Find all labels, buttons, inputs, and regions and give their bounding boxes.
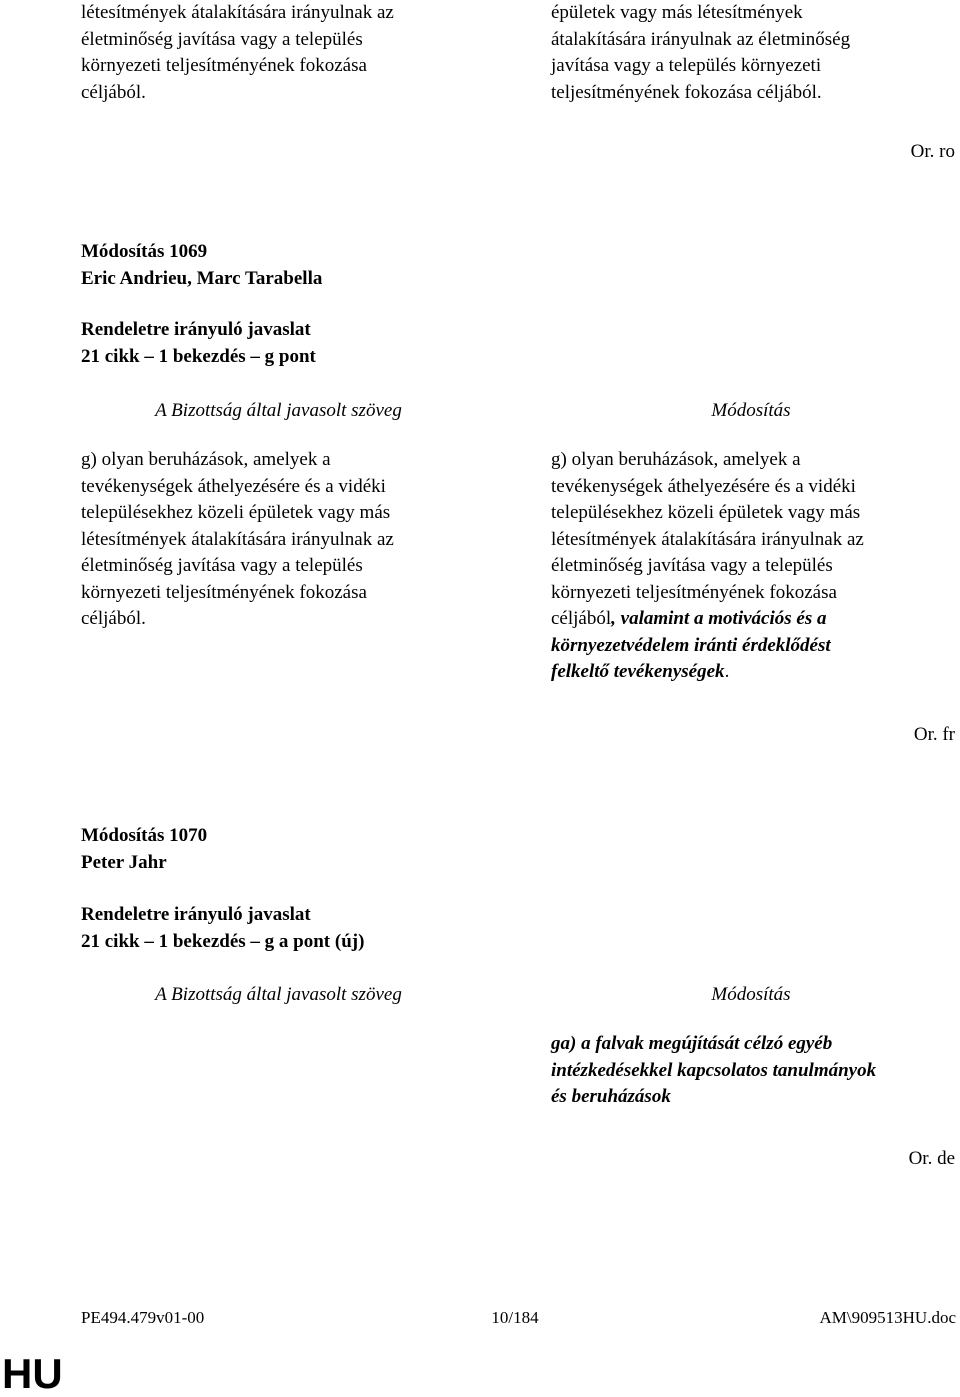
language-code: HU [2, 1350, 63, 1397]
text-line: épületek vagy más létesítmények [551, 2, 803, 23]
amendment-authors: Peter Jahr [81, 852, 167, 873]
text-line: településekhez közeli épületek vagy más [551, 502, 861, 523]
plain-text: céljából [551, 608, 612, 629]
text-line: tevékenységek áthelyezésére és a vidéki [81, 475, 386, 497]
text-line: településekhez közeli épületek vagy más [81, 502, 391, 523]
original-language-fr: Or. fr [913, 724, 955, 745]
amendment-number: Módosítás 1069 [81, 241, 208, 262]
original-language-ro: Or. ro [910, 141, 955, 162]
text-line: tevékenységek áthelyezésére és a vidéki [551, 475, 856, 497]
text-line: céljából. [81, 608, 146, 629]
text-line: céljából. [81, 81, 146, 103]
amended-text [551, 447, 951, 686]
text-line: környezeti teljesítményének fokozása [81, 581, 367, 603]
amendment-number: Módosítás 1070 [81, 825, 208, 846]
amendment-header: Módosítás [711, 400, 791, 421]
text-line: létesítmények átalakítására irányulnak az [81, 528, 394, 550]
amendment-authors: Eric Andrieu, Marc Tarabella [81, 268, 323, 289]
proposal-type: Rendeletre irányuló javaslat [81, 319, 311, 340]
text-line: g) olyan beruházások, amelyek a [81, 449, 331, 470]
text-line: létesítmények átalakítására irányulnak az [551, 528, 864, 550]
amendment-emphasis: környezetvédelem iránti érdeklődést [551, 634, 831, 656]
commission-text [81, 447, 501, 633]
text-line: életminőség javítása vagy a település [81, 28, 363, 50]
text-line: teljesítményének fokozása céljából. [551, 81, 822, 103]
text-line: javítása vagy a település környezeti [551, 55, 822, 76]
original-language-de: Or. de [908, 1148, 955, 1169]
text-line: g) olyan beruházások, amelyek a [551, 449, 801, 470]
amendment-1069-reference [81, 316, 316, 370]
amendment-emphasis: felkeltő tevékenységek [551, 661, 725, 682]
amendment-emphasis: ga) a falvak megújítását célzó egyéb [551, 1033, 833, 1054]
amendment-1070-title [81, 822, 207, 876]
text-line: környezeti teljesítményének fokozása [81, 55, 367, 76]
prev-right-text [551, 0, 951, 106]
article-reference: 21 cikk – 1 bekezdés – g a pont (új) [81, 931, 365, 952]
amendment-emphasis: és beruházások [551, 1086, 671, 1107]
text-line [551, 659, 951, 686]
footer-page-number: 10/184 [491, 1308, 539, 1327]
commission-text-header: A Bizottság által javasolt szöveg [155, 400, 402, 421]
text-line: átalakítására irányulnak az életminőség [551, 28, 851, 50]
proposal-type: Rendeletre irányuló javaslat [81, 904, 311, 925]
footer-file-name: AM\909513HU.doc [819, 1308, 956, 1327]
text-line: életminőség javítása vagy a település [81, 555, 363, 576]
text-line: környezeti teljesítményének fokozása [551, 581, 837, 603]
amendment-1070-reference [81, 901, 364, 955]
amendment-emphasis: intézkedésekkel kapcsolatos tanulmányok [551, 1059, 877, 1081]
amendment-1069-title [81, 238, 322, 292]
text-line [551, 606, 951, 633]
amended-text [551, 1031, 951, 1111]
amendment-emphasis: , valamint a motivációs és a [611, 608, 827, 629]
text-line: életminőség javítása vagy a település [551, 555, 833, 576]
plain-text: . [724, 661, 730, 682]
prev-left-text [81, 0, 501, 106]
amendment-header: Módosítás [711, 984, 791, 1005]
text-line: létesítmények átalakítására irányulnak az [81, 2, 394, 23]
commission-text-header: A Bizottság által javasolt szöveg [155, 984, 402, 1005]
article-reference: 21 cikk – 1 bekezdés – g pont [81, 346, 316, 367]
footer-doc-ref: PE494.479v01-00 [81, 1308, 205, 1327]
